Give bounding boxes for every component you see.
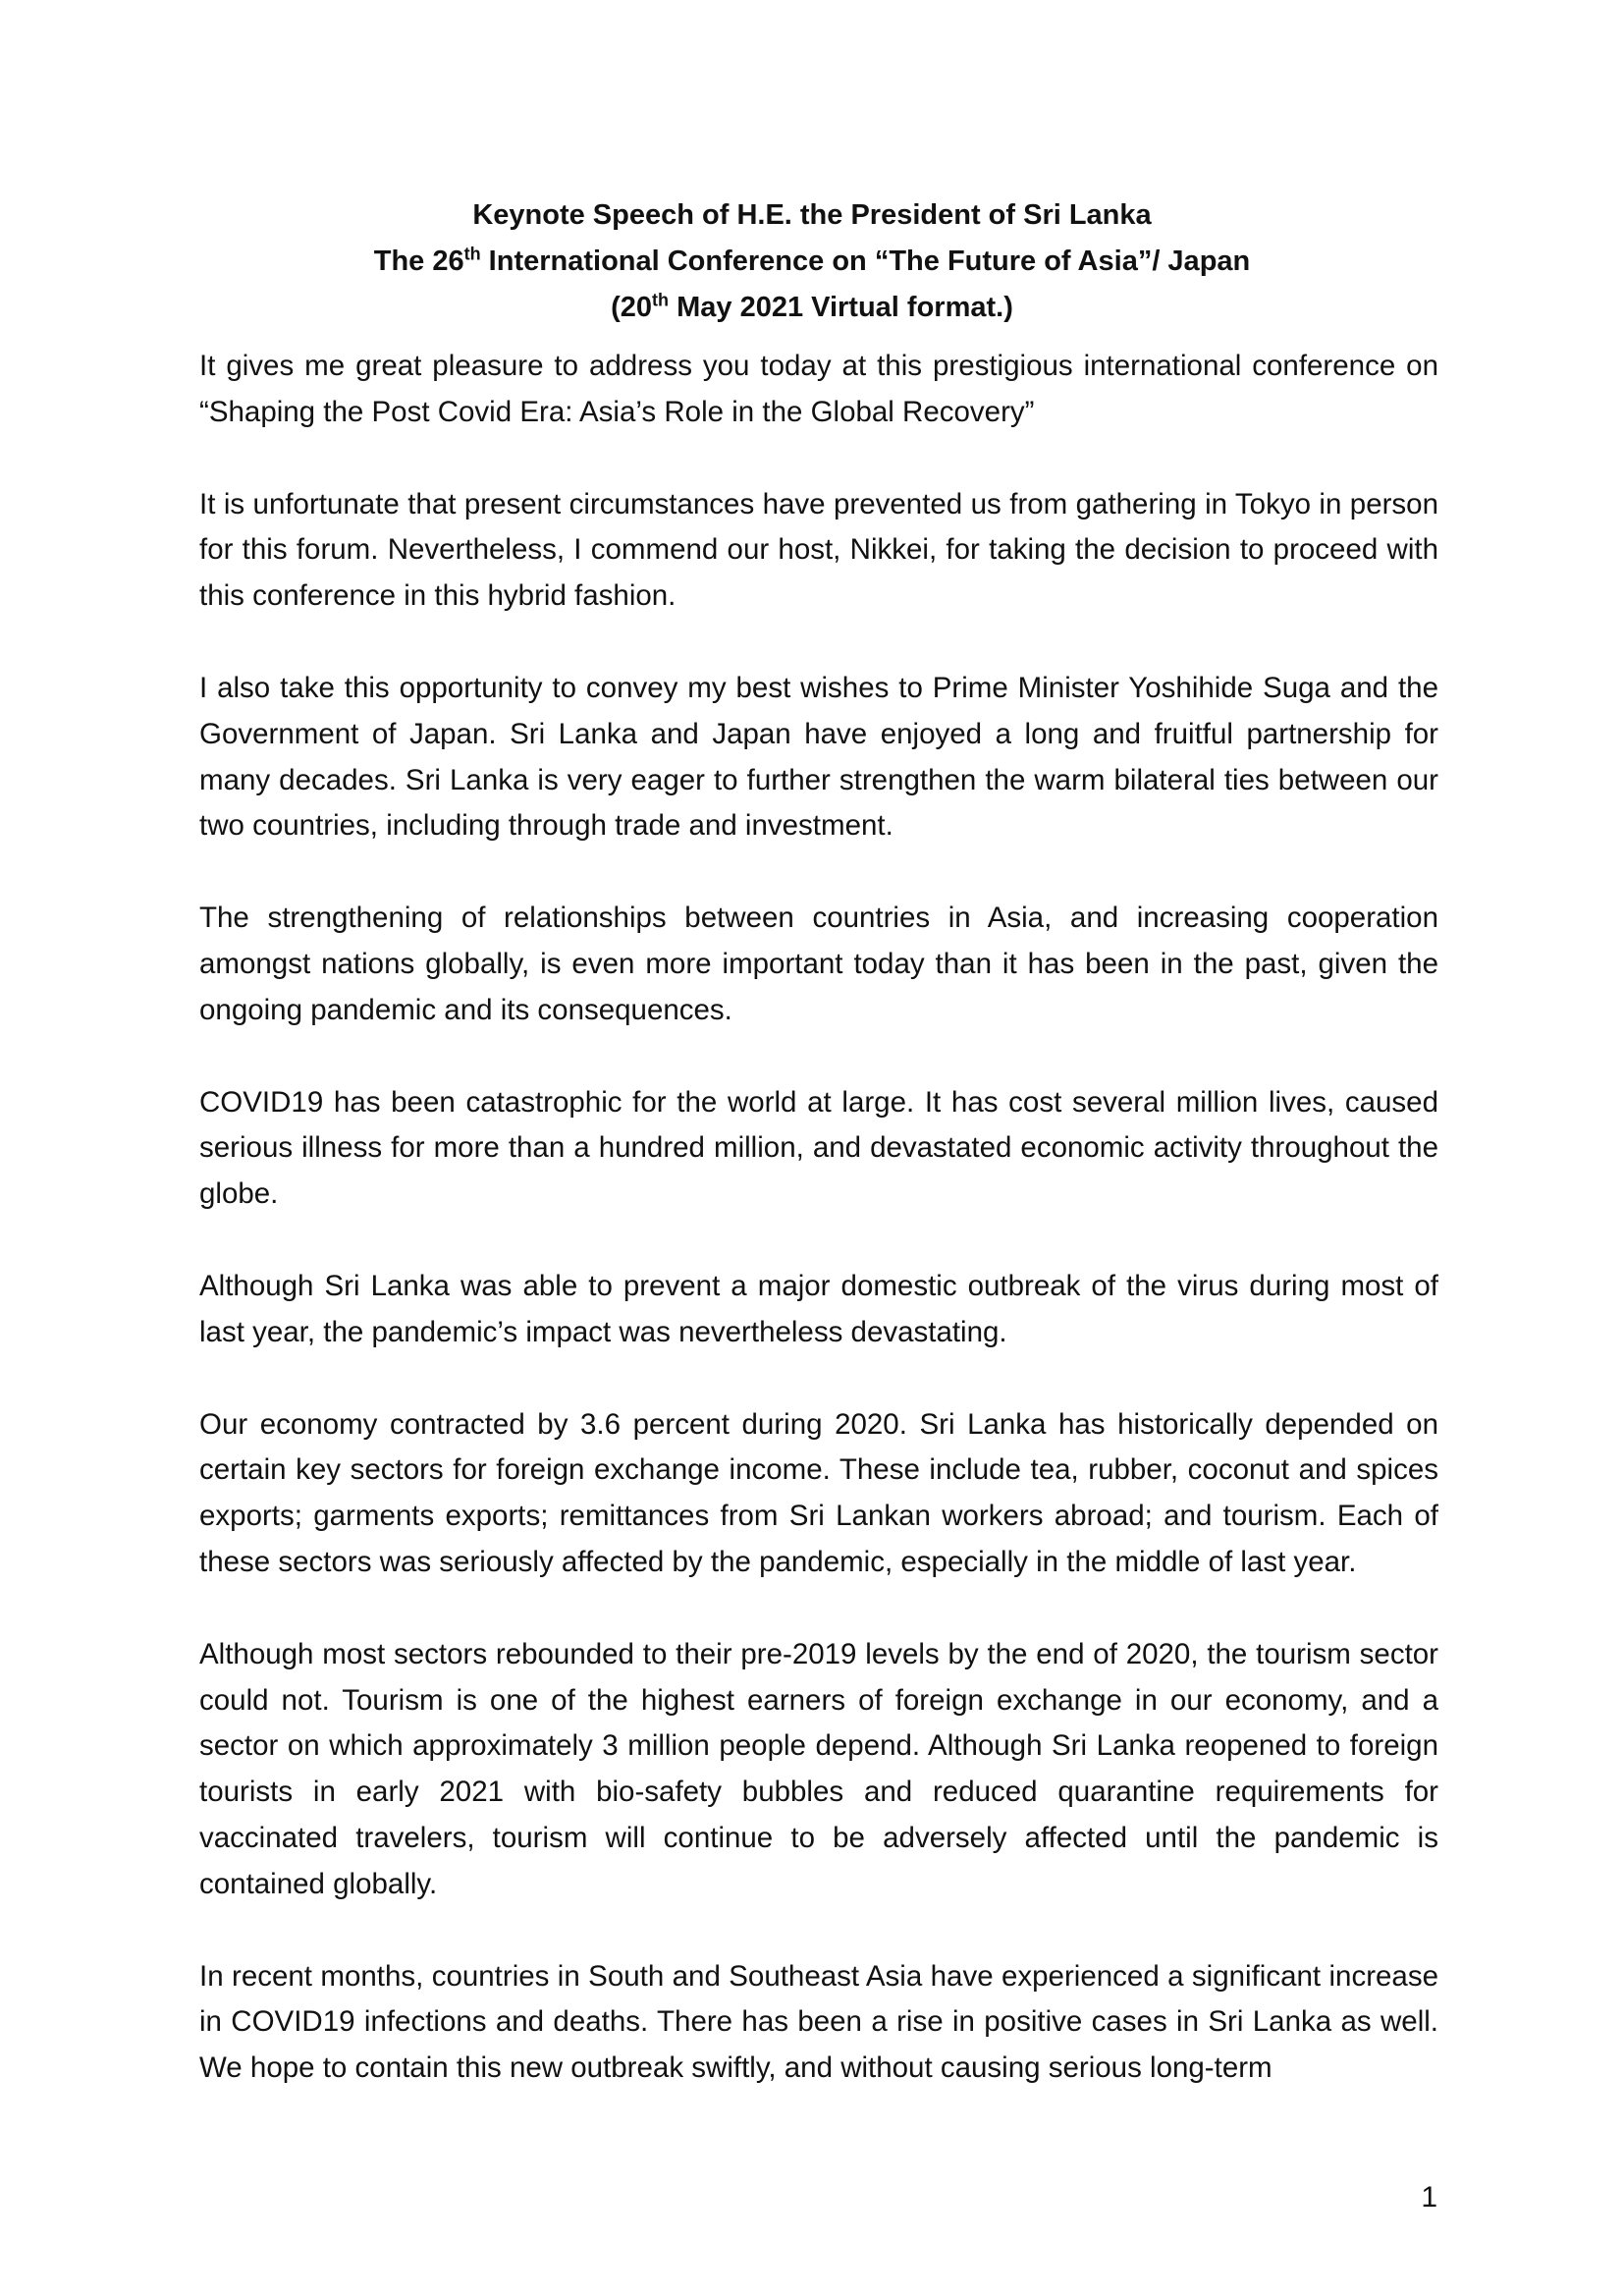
paragraph: Although Sri Lanka was able to prevent a major domestic outbreak of the virus during most of last year, the pandemic’s impact was nevertheless devastating. <box>199 1269 1438 1348</box>
paragraph: In recent months, countries in South and Southeast Asia have experienced a significant increase in COVID19 infections and deaths. There has been a rise in positive cases in Sri Lanka as well. We hope to contain this new outbreak swiftly, and without causing serious long-term <box>199 1959 1438 2085</box>
paragraph: I also take this opportunity to convey my best wishes to Prime Minister Yoshihide Suga and the Government of Japan. Sri Lanka and Japan have enjoyed a long and fruitful partnership for many decades. Sri Lanka is very eager to further strengthen the warm bilateral ties between our two countries, including through trade and investment. <box>199 671 1438 843</box>
paragraph: Our economy contracted by 3.6 percent during 2020. Sri Lanka has historically depended on certain key sectors for foreign exchange income. These include tea, rubber, coconut and spices exports; garments exports; remittances from Sri Lankan workers abroad; and tourism. Each of these sectors was seriously affected by the pandemic, especially in the middle of last year. <box>199 1407 1438 1578</box>
page-number: 1 <box>1421 2181 1437 2214</box>
heading-line-2-superscript: th <box>463 244 481 264</box>
heading-line-2-pre: The 26 <box>373 246 464 277</box>
heading-line-2-post: International Conference on “The Future of Asia”/ Japan <box>480 246 1251 277</box>
paragraph: The strengthening of relationships between countries in Asia, and increasing cooperation amongst nations globally, is even more important today than it has been in the past, given the ongoing pandemic and its consequences. <box>199 902 1438 1026</box>
heading-line-2 <box>196 239 1428 285</box>
speech-heading <box>196 192 1428 331</box>
paragraph: Although most sectors rebounded to their pre-2019 levels by the end of 2020, the tourism sector could not. Tourism is one of the highest earners of foreign exchange in our economy, and a sector on which approximately 3 million people depend. Although Sri Lanka reopened to foreign tourists in early 2021 with bio-safety bubbles and reduced quarantine requirements for vaccinated travelers, tourism will continue to be adversely affected until the pandemic is contained globally. <box>199 1637 1438 1900</box>
heading-line-3-superscript: th <box>652 290 670 310</box>
heading-line-3-post: May 2021 Virtual format.) <box>669 292 1013 323</box>
heading-line-3 <box>196 285 1428 331</box>
heading-line-3-pre: (20 <box>611 292 653 323</box>
heading-line-1: Keynote Speech of H.E. the President of Sri Lanka <box>472 199 1152 231</box>
paragraph: It gives me great pleasure to address you today at this prestigious international conference on “Shaping the Post Covid Era: Asia’s Role in the Global Recovery” <box>199 350 1438 428</box>
speech-body <box>199 344 1438 2092</box>
paragraph: It is unfortunate that present circumstances have prevented us from gathering in Tokyo in person for this forum. Nevertheless, I commend our host, Nikkei, for taking the decision to proceed with this conference in this hybrid fashion. <box>199 487 1438 613</box>
paragraph: COVID19 has been catastrophic for the world at large. It has cost several million lives, caused serious illness for more than a hundred million, and devastated economic activity throughout the globe. <box>199 1085 1438 1211</box>
